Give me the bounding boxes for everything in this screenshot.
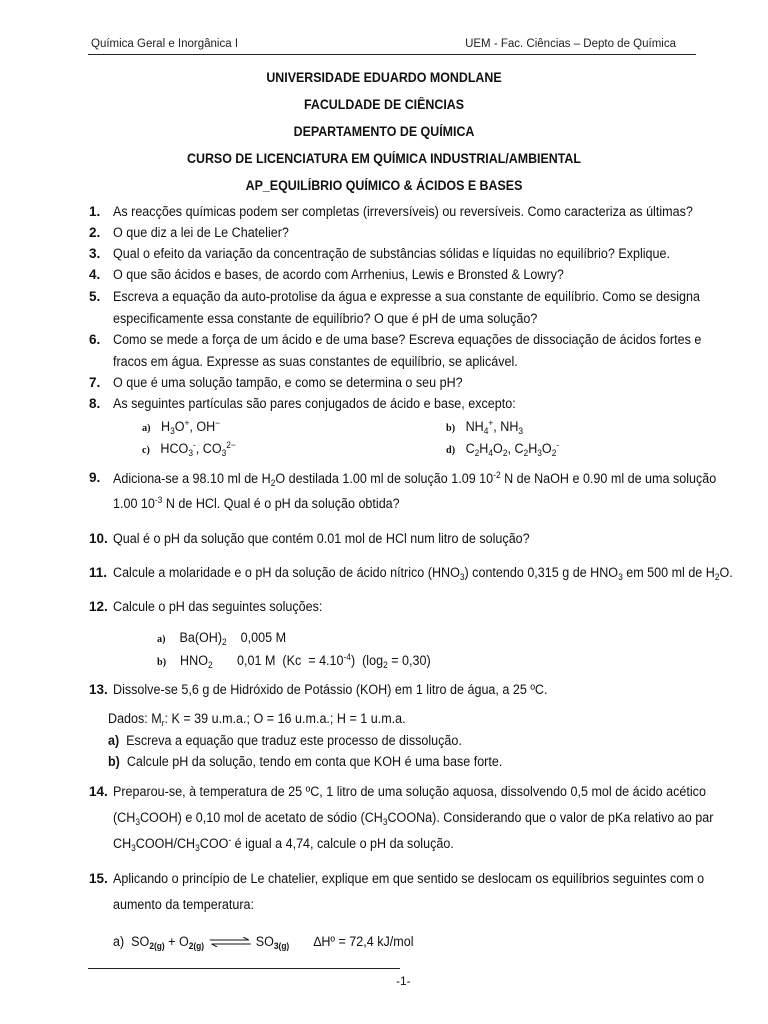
q13-part-b-text: Calcule pH da solução, tendo em conta que KOH é uma base forte. [126, 754, 503, 769]
question-number: 10. [89, 531, 108, 546]
part-label: b) [108, 754, 120, 769]
q12-b-constants: $(Kc = 4.10^{-4})$ $(\log_2 = 0,30)$ [282, 652, 431, 670]
option-label: a) [157, 633, 166, 645]
title-university: UNIVERSIDADE EDUARDO MONDLANE [266, 70, 502, 85]
q12-option-a [157, 630, 286, 647]
footer-rule [88, 968, 400, 969]
question-15-line-2: aumento da temperatura: [113, 897, 254, 912]
option-d-formula: $C_2H_4O_2$, $C_2H_3O_2^-$ [465, 440, 560, 458]
question-4: O que são ácidos e bases, de acordo com Arrhenius, Lewis e Bronsted & Lowry? [113, 267, 564, 282]
option-label: c) [142, 444, 150, 456]
q15-enthalpy: ∆Hº = 72,4 kJ/mol [313, 934, 414, 949]
question-11: Calcule a molaridade e o pH da solução de ácido nítrico $(HNO_3)$ contendo 0,315 g de $HNO_3$ em 500 ml de $H_2O$. [113, 565, 733, 582]
question-2: O que diz a lei de Le Chatelier? [113, 225, 289, 240]
option-b-formula: $NH_4^+$, $NH_3$ [465, 418, 524, 436]
question-7: O que é uma solução tampão, e como se determina o seu pH? [113, 375, 463, 390]
title-course: CURSO DE LICENCIATURA EM QUÍMICA INDUSTRIAL/AMBIENTAL [187, 151, 581, 166]
option-a [142, 418, 220, 436]
question-number: 3. [89, 246, 101, 261]
title-department: DEPARTAMENTO DE QUÍMICA [293, 124, 475, 139]
q13-data: Dados: $M_r$: K = 39 u.m.a.; O = 16 u.m.a.; H = 1 u.m.a. [108, 711, 406, 728]
q15-item-label: a) [113, 934, 125, 949]
question-number: 7. [89, 375, 101, 390]
question-number: 2. [89, 225, 101, 240]
equilibrium-arrow-icon [208, 937, 253, 947]
question-number: 14. [89, 784, 108, 799]
question-number: 5. [89, 289, 101, 304]
question-15-line-1: Aplicando o princípio de Le chatelier, explique em que sentido se deslocam os equilíbrios seguintes com o [113, 871, 705, 886]
option-d [446, 440, 559, 458]
question-8: As seguintes partículas são pares conjugados de ácido e base, excepto: [113, 396, 516, 411]
q13-part-a-text: Escreva a equação que traduz este processo de dissolução. [126, 733, 462, 748]
question-number: 15. [89, 871, 108, 886]
header-rule [88, 54, 696, 55]
question-3: Qual o efeito da variação da concentração de substâncias sólidas e líquidas no equilíbrio? Explique. [113, 246, 670, 261]
option-c-formula: $HCO_3^-$, $CO_3^{2-}$ [160, 440, 236, 458]
option-label: a) [142, 422, 151, 434]
question-6-line-1: Como se mede a força de um ácido e de uma base? Escreva equações de dissociação de ácidos fortes e [113, 332, 702, 347]
page-number: -1- [396, 974, 411, 988]
question-14-line-3: $CH_3COOH/CH_3COO^-$ é igual a 4,74, calcule o pH da solução. [113, 835, 454, 853]
question-number: 13. [89, 682, 108, 697]
question-5-line-1: Escreva a equação da auto-protolise da água e expresse a sua constante de equilíbrio. Como se designa [113, 289, 700, 304]
option-a-formula: $H_3O^+$, OH− [161, 418, 221, 436]
q13-part-b [108, 754, 502, 769]
question-number: 6. [89, 332, 101, 347]
question-6-line-2: fracos em água. Expresse as suas constantes de equilíbrio, se aplicável. [113, 354, 518, 369]
question-14-line-2: $(CH_3COOH)$ e 0,10 mol de acetato de sódio $(CH_3COONa)$. Considerando que o valor de pKa relativo ao par [113, 810, 714, 827]
question-5-line-2: especificamente essa constante de equilíbrio? O que é pH de uma solução? [113, 311, 538, 326]
question-number: 9. [89, 470, 101, 485]
question-number: 8. [89, 396, 101, 411]
question-number: 11. [89, 565, 108, 580]
q15-equation [113, 934, 413, 951]
option-b [446, 418, 523, 436]
q12-a-concentration: 0,005 M [240, 630, 287, 645]
part-label: a) [108, 733, 120, 748]
question-number: 1. [89, 204, 101, 219]
option-label: b) [157, 656, 167, 668]
header-course: Química Geral e Inorgânica I [91, 38, 239, 50]
title-faculty: FACULDADE DE CIÊNCIAS [303, 97, 465, 112]
q15-products: $SO_{3(g)}$ [255, 934, 290, 951]
option-c [142, 440, 236, 458]
q15-reactants: $SO_{2(g)} + O_{2(g)}$ [131, 934, 205, 951]
question-number: 12. [89, 599, 108, 614]
q13-part-a [108, 733, 462, 748]
q12-b-formula: $HNO_2$ [180, 653, 213, 670]
option-label: b) [446, 422, 456, 434]
header-institution: UEM - Fac. Ciências – Depto de Química [465, 38, 676, 50]
q12-a-formula: $Ba(OH)_2$ [179, 630, 227, 647]
q12-b-concentration: 0,01 M [237, 653, 276, 668]
question-10: Qual é o pH da solução que contém 0.01 mol de HCl num litro de solução? [113, 531, 530, 546]
question-9-line-2: 1.00 $10^{-3}$ N de HCl. Qual é o pH da solução obtida? [113, 495, 400, 511]
question-9-line-1: Adiciona-se a 98.10 ml de $H_2O$ destilada 1.00 ml de solução 1.09 $10^{-2}$ N de NaOH e 0.90 ml de uma solução [113, 470, 717, 488]
question-14-line-1: Preparou-se, à temperatura de 25 ºC, 1 litro de uma solução aquosa, dissolvendo 0,5 mol de ácido acético [113, 784, 706, 799]
option-label: d) [446, 444, 456, 456]
q12-option-b [157, 652, 431, 670]
question-1: As reacções químicas podem ser completas (irreversíveis) ou reversíveis. Como caracteriza as últimas? [113, 204, 693, 219]
question-12: Calcule o pH das seguintes soluções: [113, 599, 323, 614]
title-topic: AP_EQUILÍBRIO QUÍMICO & ÁCIDOS E BASES [245, 178, 523, 193]
question-number: 4. [89, 267, 101, 282]
question-13: Dissolve-se 5,6 g de Hidróxido de Potássio (KOH) em 1 litro de água, a 25 ºC. [113, 682, 548, 697]
